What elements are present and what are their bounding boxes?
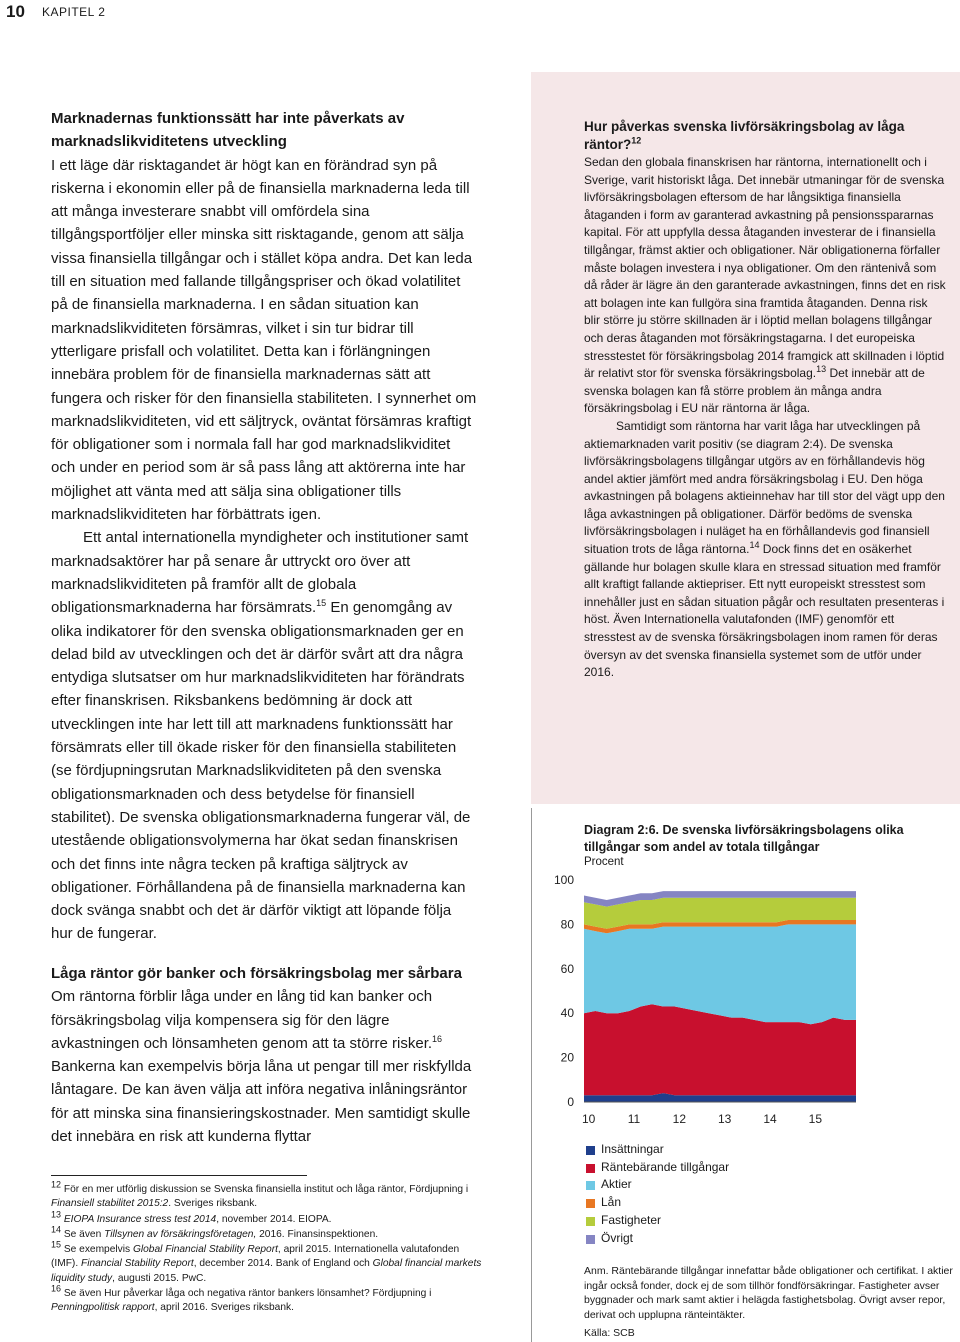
footnote: $^{14}$ Se även Tillsynen av försäkringsföretagen, 2016. Finansinspektionen. (51, 1224, 379, 1240)
legend-item (586, 1141, 729, 1159)
footnote-ref[interactable]: 14 (749, 540, 760, 551)
chapter-label: KAPITEL 2 (42, 5, 106, 19)
legend-swatch (586, 1199, 595, 1208)
x-tick-label: 14 (763, 1112, 777, 1126)
legend-item (586, 1194, 729, 1212)
section-low-rates (51, 962, 477, 1148)
paragraph: Om räntorna förblir låga under en lång tid kan banker och försäkringsbolag vilja kompensera sig för den lägre avkastningen och lönsamheten genom att ta större risker.$^{16}$ Bankerna kan exempelvis börja låna ut pengar till mer riskfyllda låntagare. De kan även välja att införa negativa inlåningsräntor för att minska sina finansieringskostnader. Men samtidigt skulle det innebära en risk att kunderna flyttar (51, 988, 472, 1146)
legend-label: Lån (601, 1195, 622, 1210)
y-tick-label: 20 (560, 1050, 574, 1065)
legend-swatch (586, 1146, 595, 1155)
footnote-ref[interactable]: 16 (432, 1033, 443, 1044)
stacked-area-chart (540, 860, 870, 1140)
footnote: $^{16}$ Se även Hur påverkar låga och negativa räntor bankers lönsamhet? Fördjupning i Penningpolitisk rapport, april 2016. Sveriges riksbank. (51, 1283, 432, 1314)
box-heading: Hur påverkas svenska livförsäkringsbolag av låga räntor?$^{12}$ (584, 119, 905, 152)
x-tick-label: 15 (808, 1112, 823, 1126)
y-tick-label: 80 (560, 917, 574, 932)
diagram-title: Diagram 2:6. De svenska livförsäkringsbolagens olika tillgångar som andel av totala tillgångar (584, 823, 904, 854)
legend-swatch (586, 1217, 595, 1226)
footnote-ref[interactable]: 12 (631, 135, 642, 146)
page-header (0, 0, 960, 22)
paragraph: Ett antal internationella myndigheter och institutioner samt marknadsaktörer har på senare år uttryckt oro över att marknadslikviditeten på framför allt de globala obligationsmarknaderna har försämrats.$^{15}$ En genomgång av olika indikatorer för den svenska obligationsmarknaden ger en delad bild av utvecklingen och det är därför svårt att dra några entydiga slutsatser om hur marknadslikviditeten har förändrats efter finanskrisen. Riksbankens bedömning är dock att utvecklingen inte har lett till att marknadens funktionssätt har försämrats eller till ökade risker för den finansiella stabiliteten (se fördjupningsrutan Marknadslikviditeten på den svenska obligationsmarknaden och dess betydelse för finansiell stabilitet). De svenska obligationsmarknaderna fungerar väl, de utestående obligationsvolymerna har ökat sedan finanskrisen och det finns inte några tecken på kraftiga säljtryck av obligationer. Förhållandena på de finansiella marknaderna kan dock svänga snabbt och det är därför viktigt att löpande följa hur de fungerar. (51, 529, 471, 943)
chart-legend (586, 1141, 729, 1247)
legend-swatch (586, 1235, 595, 1244)
footnote-ref[interactable]: 15 (316, 598, 327, 609)
legend-label: Fastigheter (601, 1212, 662, 1227)
legend-swatch (586, 1181, 595, 1190)
sidebar-box (584, 118, 946, 682)
diagram-source: Källa: SCB (584, 1327, 635, 1339)
main-column (51, 107, 477, 946)
paragraph: Sedan den globala finanskrisen har räntorna, internationellt och i Sverige, varit historiskt låga. Det innebär utmaningar för de svenska livförsäkringsbolagen eftersom de har långsiktiga finansiella åtaganden i form av garanterad avkastning på pensionsspararnas kapital. För att uppfylla dessa åtaganden investerar de i finansiella tillgångar, främst aktier och obligationer. När obligationerna förfaller måste bolagen investera i nya obligationer. Om den räntenivå som då råder är lägre än den garanterade avkastningen, finns det en risk att bolagen inte kan fullgöra sina framtida åtaganden. Denna risk blir större ju större skillnaden är i löptid mellan bolagens tillgångar och deras åtaganden mot försäkringstagarna. I det europeiska stresstestet för försäkringsbolag 2014 framgick att skillnaden i löptid är relativt stor för svenska försäkringsbolag.$^{13}$ Det innebär att de svenska bolagen kan få större problem än många andra försäkringsbolag i EU när räntorna är låga. (584, 155, 946, 416)
legend-item (586, 1230, 729, 1248)
legend-label: Insättningar (601, 1142, 664, 1156)
section-heading: Låga räntor gör banker och försäkringsbolag mer sårbara (51, 965, 462, 982)
column-rule (531, 808, 532, 1342)
footnote-ref[interactable]: 13 (816, 364, 827, 375)
page-number: 10 (6, 2, 25, 21)
y-tick-label: 60 (560, 961, 574, 976)
legend-item (586, 1212, 729, 1230)
legend-label: Aktier (601, 1177, 632, 1192)
x-tick-label: 11 (627, 1112, 641, 1126)
legend-item (586, 1176, 729, 1194)
footnote: $^{12}$ För en mer utförlig diskussion se Svenska finansiella institut och låga räntor, Fördjupning i Finansiell stabilitet 2015:2. Sveriges riksbank. (51, 1179, 469, 1210)
footnote: $^{15}$ Se exempelvis Global Financial Stability Report, april 2015. Internationella valutafonden (IMF). Financial Stability Report, december 2014. Bank of England och Global financial markets liquidity study, augusti 2015. PwC. (51, 1239, 482, 1284)
diagram-note: Anm. Räntebärande tillgångar innefattar både obligationer och certifikat. I aktier ingår också fonder, dock ej de som tillhör fondförsäkringar. Fastigheter avser byggnader och mark samt aktier i helägda fastighetsbolag. Övrigt avser repor, derivat och upplupna ränteintäkter. (584, 1265, 953, 1321)
footnotes (51, 1179, 483, 1317)
area-series-2 (584, 924, 856, 1024)
diagram-unit: Procent (584, 856, 624, 868)
paragraph: Samtidigt som räntorna har varit låga har utvecklingen på aktiemarknaden varit positiv (se diagram 2:4). De svenska livförsäkringsbolagens tillgångar utgörs av en förhållandevis hög andel aktier jämfört med andra försäkringsbolag i EU. Den höga avkastningen på bolagens aktieinnehav har till stor del vägt upp den låga avkastningen på obligationer. Därför bedöms de svenska livförsäkringsbolagen i nuläget ha en förhållandevis god finansiell situation trots de låga räntorna.$^{14}$ Dock finns det en osäkerhet gällande hur bolagen skulle klara en stressad situation med framför allt kraftigt fallande aktiepriser. Ett nytt europeiskt stresstest som innehåller just en sådan situation pågår och resultaten presenteras i höst. Även Internationella valutafonden (IMF) genomför ett stresstest av de svenska försäkringsbolagen inom ramen för deras översyn av det svenska finansiella systemet som de utför under 2016. (584, 418, 945, 680)
legend-label: Räntebärande tillgångar (601, 1159, 730, 1174)
y-tick-label: 40 (560, 1006, 574, 1021)
x-tick-label: 13 (717, 1112, 732, 1126)
legend-item (586, 1159, 729, 1177)
footnote-divider (51, 1175, 307, 1176)
x-tick-label: 10 (581, 1112, 596, 1126)
y-tick-label: 0 (567, 1095, 574, 1109)
legend-swatch (586, 1164, 595, 1173)
section-heading: Marknadernas funktionssätt har inte påverkats av marknadslikviditetens utveckling (51, 110, 405, 151)
legend-label: Övrigt (601, 1230, 634, 1245)
y-tick-label: 100 (553, 873, 574, 887)
x-tick-label: 12 (672, 1112, 687, 1126)
footnote: $^{13}$ EIOPA Insurance stress test 2014, november 2014. EIOPA. (51, 1209, 332, 1225)
paragraph: I ett läge där risktagandet är högt kan en förändrad syn på riskerna i ekonomin eller på de finansiella marknaderna leda till att många investerare snabbt vill omfördela sina tillgångsportföljer eller minska sitt risktagande, genom att sälja vissa finansiella tillgångar och i stället köpa andra. Det kan leda till en situation med fallande tillgångspriser och ökad volatilitet på de finansiella marknaderna. I en sådan situation kan marknadslikviditeten försämras, vilket i sin tur bidrar till ytterligare prisfall och volatilitet. Detta kan i förlängningen innebära problem för de finansiella marknadernas sätt att fungera och risker för den finansiella stabiliteten. I synnerhet om marknadslikviditeten, vid ett säljtryck, oväntat försämras kraftigt för obligationer som i normala fall har god marknadslikviditet och under en period som är så pass lång att aktörerna inte har möjlighet att vänta med att sälja sina obligationer tills marknadslikviditeten har förbättrats igen. (51, 156, 477, 524)
